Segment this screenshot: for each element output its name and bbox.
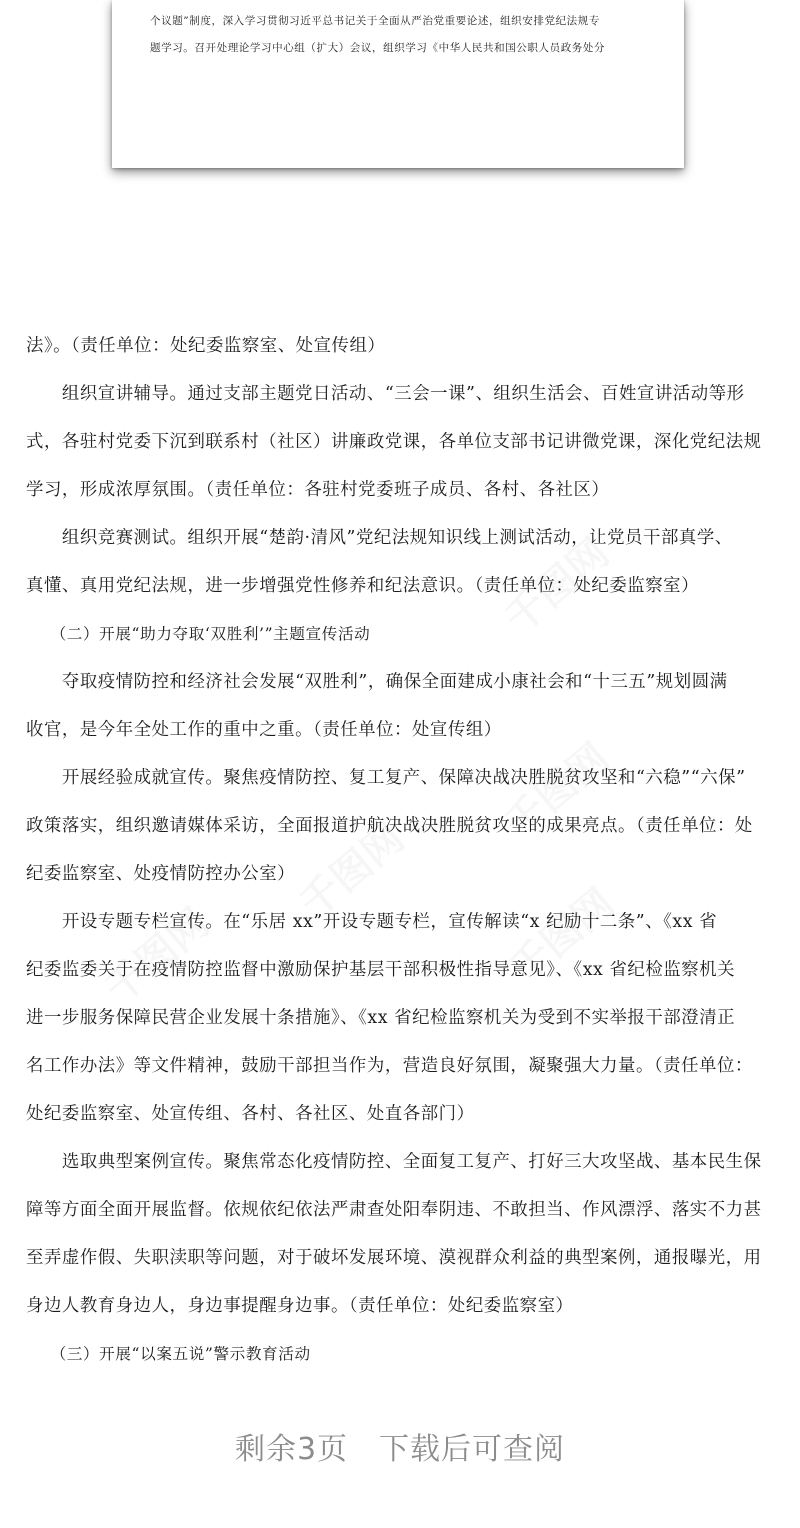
- remaining-pages-notice[interactable]: 剩余3页 下载后可查阅: [234, 1432, 566, 1467]
- paragraph-line: 夺取疫情防控和经济社会发展“双胜利”，确保全面建成小康社会和“十三五”规划圆满: [26, 672, 728, 692]
- paragraph-line: 法》。（责任单位：处纪委监察室、处宣传组）: [26, 336, 386, 356]
- paragraph-line: 障等方面全面开展监督。依规依纪依法严肃查处阳奉阴违、不敢担当、作风漂浮、落实不力甚: [26, 1200, 762, 1220]
- section-heading: （三）开展“以案五说”警示教育活动: [26, 1345, 311, 1363]
- paragraph-line: 式，各驻村党委下沉到联系村（社区）讲廉政党课，各单位支部书记讲微党课，深化党纪法规: [26, 432, 762, 452]
- document-body: [26, 322, 780, 1378]
- paragraph-line: 政策落实，组织邀请媒体采访，全面报道护航决战决胜脱贫攻坚的成果亮点。（责任单位：处: [26, 816, 753, 836]
- paragraph-line: 纪委监委关于在疫情防控监督中激励保护基层干部积极性指导意见》、《xx 省纪检监察机关: [26, 960, 736, 980]
- section-heading: （二）开展“助力夺取‘双胜利’”主题宣传活动: [26, 625, 371, 643]
- document-preview-card: [112, 0, 684, 168]
- card-text-line: 题学习。召开处理论学习中心组（扩大）会议，组织学习《中华人民共和国公职人员政务处分: [150, 42, 606, 54]
- card-text-line: 个议题”制度，深入学习贯彻习近平总书记关于全面从严治党重要论述，组织安排党纪法规专: [150, 15, 600, 27]
- paragraph-line: 学习，形成浓厚氛围。（责任单位：各驻村党委班子成员、各村、各社区）: [26, 480, 610, 500]
- paragraph-line: 开展经验成就宣传。聚焦疫情防控、复工复产、保障决战决胜脱贫攻坚和“六稳”“六保”: [26, 768, 746, 788]
- paragraph-line: 组织宣讲辅导。通过支部主题党日活动、“三会一课”、组织生活会、百姓宣讲活动等形: [26, 384, 745, 404]
- paragraph-line: 进一步服务保障民营企业发展十条措施》、《xx 省纪检监察机关为受到不实举报干部澄清正: [26, 1008, 736, 1028]
- paragraph-line: 纪委监察室、处疫情防控办公室）: [26, 864, 296, 884]
- paragraph-line: 处纪委监察室、处宣传组、各村、各社区、处直各部门）: [26, 1104, 475, 1124]
- paragraph-line: 组织竞赛测试。组织开展“楚韵·清风”党纪法规知识线上测试活动，让党员干部真学、: [26, 528, 733, 548]
- paragraph-line: 收官，是今年全处工作的重中之重。（责任单位：处宣传组）: [26, 720, 502, 740]
- paragraph-line: 真懂、真用党纪法规，进一步增强党性修养和纪法意识。（责任单位：处纪委监察室）: [26, 576, 700, 596]
- paragraph-line: 开设专题专栏宣传。在“乐居 xx”开设专题专栏，宣传解读“x 纪励十二条”、《xx 省: [26, 912, 718, 932]
- paragraph-line: 名工作办法》等文件精神，鼓励干部担当作为，营造良好氛围，凝聚强大力量。（责任单位：: [26, 1056, 753, 1076]
- paragraph-line: 身边人教育身边人，身边事提醒身边事。（责任单位：处纪委监察室）: [26, 1296, 574, 1316]
- paragraph-line: 选取典型案例宣传。聚焦常态化疫情防控、全面复工复产、打好三大攻坚战、基本民生保: [26, 1152, 762, 1172]
- paragraph-line: 至弄虚作假、失职渎职等问题，对于破坏发展环境、漠视群众利益的典型案例，通报曝光，用: [26, 1248, 762, 1268]
